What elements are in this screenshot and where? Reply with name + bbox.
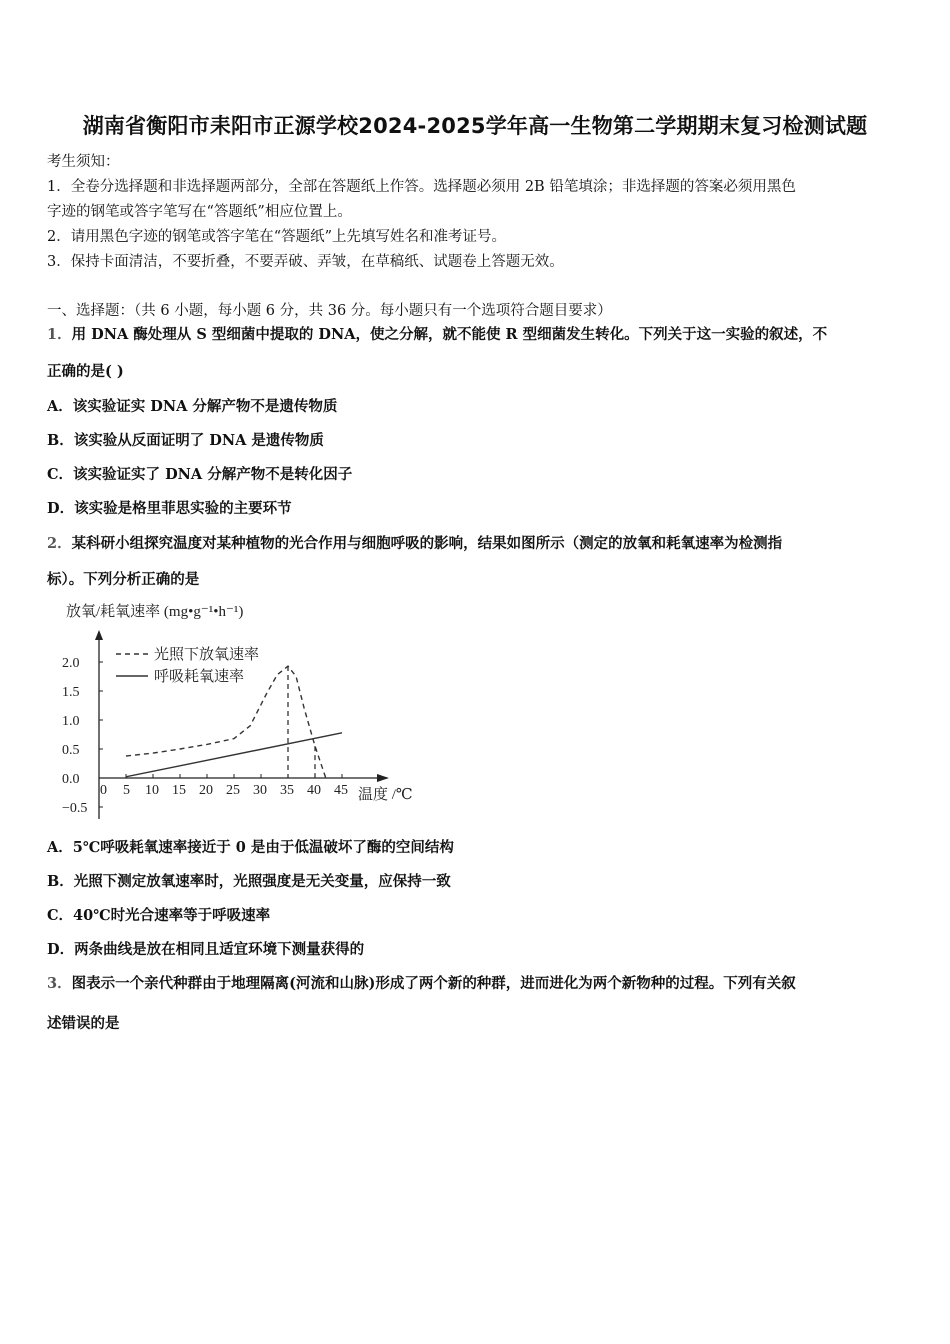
x-tick-label: 25 [226,783,240,798]
rate-vs-temperature-chart [44,598,434,820]
series-line-1 [126,733,342,777]
y-tick-label: 0.0 [62,772,80,787]
q1-stem-line-1 [47,325,907,345]
q1-option-d: D．该实验是格里菲思实验的主要环节 [47,500,292,517]
q1-option-b: B．该实验从反面证明了 DNA 是遗传物质 [47,432,324,449]
q2-option-c: C．40℃时光合速率等于呼吸速率 [47,907,271,924]
q2-option-b: B．光照下测定放氧速率时，光照强度是无关变量，应保持一致 [47,873,451,890]
notice-item-1-line-2: 字迹的钢笔或答字笔写在“答题纸”相应位置上。 [47,204,352,220]
x-axis-arrow [377,774,389,782]
q2-stem-line-1 [47,534,907,554]
x-tick-label: 30 [253,783,267,798]
x-tick-label: 15 [172,783,186,798]
y-tick-label: 2.0 [62,656,80,671]
y-tick-label: −0.5 [62,801,88,816]
q3-stem-line-2: 述错误的是 [47,1015,120,1032]
x-tick-label: 5 [123,783,130,798]
exam-title: 湖南省衡阳市耒阳市正源学校2024-2025学年高一生物第二学期期末复习检测试题 [82,114,868,138]
q1-option-a: A．该实验证实 DNA 分解产物不是遗传物质 [47,398,338,415]
y-axis-label: 放氧/耗氧速率 (mg•g⁻¹•h⁻¹) [66,604,244,620]
notice-item-2: 2．请用黑色字迹的钢笔或答字笔在“答题纸”上先填写姓名和准考证号。 [47,229,507,245]
q3-stem-text: 图表示一个亲代种群由于地理隔离(河流和山脉)形成了两个新的种群，进而进化为两个新物种的过程。下列有关叙 [71,975,796,992]
q2-option-d: D．两条曲线是放在相同且适宜环境下测量获得的 [47,941,365,958]
legend-label: 呼吸耗氧速率 [154,669,245,685]
notice-item-3: 3．保持卡面清洁，不要折叠，不要弄破、弄皱，在草稿纸、试题卷上答题无效。 [47,254,564,270]
notice-heading: 考生须知： [47,154,120,170]
q1-number: 1． [47,326,72,343]
x-tick-label: 0 [100,783,107,798]
x-tick-label: 35 [280,783,294,798]
x-tick-label: 45 [334,783,348,798]
q3-number: 3． [47,975,72,992]
y-tick-label: 1.5 [62,685,80,700]
q2-number: 2． [47,535,72,552]
y-tick-label: 1.0 [62,714,80,729]
q2-stem-text: 某科研小组探究温度对某种植物的光合作用与细胞呼吸的影响，结果如图所示（测定的放氧和耗氧速率为检测指 [71,535,783,552]
x-axis-label: 温度 /℃ [358,787,413,803]
q3-stem-line-1 [47,974,907,994]
q1-option-c: C．该实验证实了 DNA 分解产物不是转化因子 [47,466,353,483]
section-heading: 一、选择题：（共 6 小题，每小题 6 分，共 36 分。每小题只有一个选项符合题目要求） [47,303,612,319]
q2-stem-line-2: 标）。下列分析正确的是 [47,571,200,588]
x-tick-label: 40 [307,783,321,798]
y-tick-label: 0.5 [62,743,80,758]
y-axis-arrow [95,630,103,640]
legend-label: 光照下放氧速率 [154,647,260,663]
q1-stem-line-2: 正确的是( ) [47,363,124,380]
notice-item-1-line-1: 1．全卷分选择题和非选择题两部分，全部在答题纸上作答。选择题必须用 2B 铅笔填涂；非选择题的答案必须用黑色 [47,179,796,195]
q1-stem-text: 用 DNA 酶处理从 S 型细菌中提取的 DNA，使之分解，就不能使 R 型细菌发生转化。下列关于这一实验的叙述，不 [71,326,828,343]
q2-option-a: A．5℃呼吸耗氧速率接近于 0 是由于低温破坏了酶的空间结构 [47,839,454,856]
x-tick-label: 20 [199,783,213,798]
x-tick-label: 10 [145,783,159,798]
